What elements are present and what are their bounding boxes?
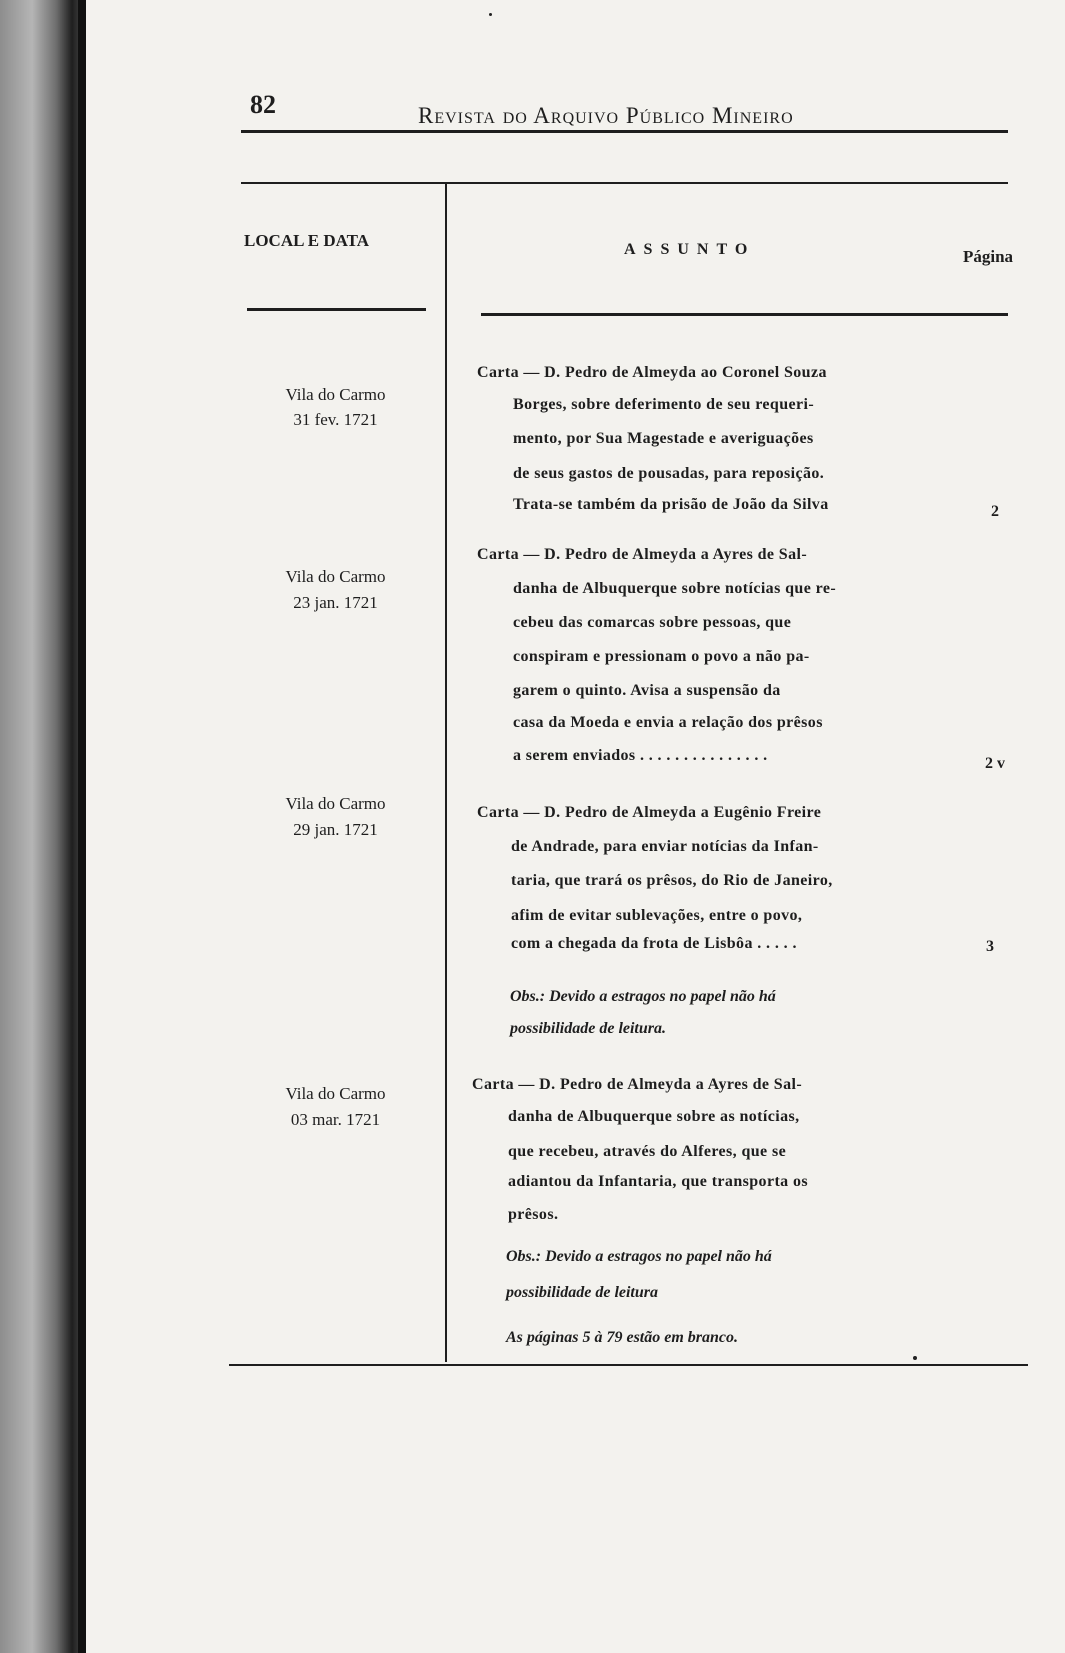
ink-speck [489, 13, 492, 16]
table-top-rule [241, 182, 1008, 184]
column-header-assunto: ASSUNTO [624, 241, 756, 258]
entry-text-line: a serem enviados . . . . . . . . . . . . . . . [513, 747, 768, 764]
entry-text-line: taria, que trará os prêsos, do Rio de Janeiro, [511, 872, 833, 889]
entry-text-line: Carta — D. Pedro de Almeyda a Eugênio Freire [477, 804, 822, 821]
entry-note-line: Obs.: Devido a estragos no papel não há [510, 988, 776, 1005]
entry-text-line: que recebeu, através do Alferes, que se [508, 1143, 787, 1160]
entry-text-line: danha de Albuquerque sobre notícias que re- [513, 580, 837, 597]
entry-page: 2 v [985, 755, 1005, 772]
page-number: 82 [250, 90, 276, 119]
entry-text-line: afim de evitar sublevações, entre o povo, [511, 907, 803, 924]
entry-text-line: garem o quinto. Avisa a suspensão da [513, 682, 781, 699]
column-header-pagina: Página [963, 247, 1014, 266]
book-binding-shadow [0, 0, 80, 1653]
entry-page: 3 [986, 938, 994, 955]
entry-place: Vila do Carmo [285, 385, 386, 404]
entry-text-line: casa da Moeda e envia a relação dos prêsos [513, 714, 823, 731]
entry-date: 29 jan. 1721 [293, 820, 378, 839]
header-rule [241, 130, 1008, 133]
entry-text-line: conspiram e pressionam o povo a não pa- [513, 648, 810, 665]
entry-text-line: Carta — D. Pedro de Almeyda ao Coronel Souza [477, 364, 827, 381]
column-divider [445, 184, 447, 1362]
entry-text-line: Trata-se também da prisão de João da Silva [513, 496, 829, 513]
entry-text-line: com a chegada da frota de Lisbôa . . . . . [511, 935, 797, 952]
table-bottom-rule [229, 1364, 1028, 1366]
entry-text-line: de seus gastos de pousadas, para reposição. [513, 465, 825, 482]
header-bottom-rule-right [481, 313, 1008, 316]
entry-text-line: adiantou da Infantaria, que transporta os [508, 1173, 809, 1190]
entry-note-line: Obs.: Devido a estragos no papel não há [506, 1248, 772, 1265]
book-binding-edge [78, 0, 86, 1653]
entry-text-line: de Andrade, para enviar notícias da Infan- [511, 838, 819, 855]
entry-text-line: Carta — D. Pedro de Almeyda a Ayres de Sal- [472, 1076, 803, 1093]
entry-place: Vila do Carmo [285, 794, 386, 813]
entry-text-line: prêsos. [508, 1206, 559, 1223]
entry-text-line: mento, por Sua Magestade e averiguações [513, 430, 814, 447]
entry-date: 23 jan. 1721 [293, 593, 378, 612]
entry-text-line: Borges, sobre deferimento de seu requeri- [513, 396, 815, 413]
entry-text-line: Carta — D. Pedro de Almeyda a Ayres de Sal- [477, 546, 808, 563]
entry-date: 03 mar. 1721 [290, 1110, 381, 1129]
entry-place: Vila do Carmo [285, 1084, 386, 1103]
entry-page: 2 [991, 503, 999, 520]
entry-text-line: cebeu das comarcas sobre pessoas, que [513, 614, 792, 631]
entry-note-line: As páginas 5 à 79 estão em branco. [506, 1329, 739, 1346]
entry-note-line: possibilidade de leitura [506, 1284, 658, 1301]
entry-date: 31 fev. 1721 [293, 410, 378, 429]
entry-text-line: danha de Albuquerque sobre as notícias, [508, 1108, 800, 1125]
running-title: Revista do Arquivo Público Mineiro [418, 103, 794, 128]
column-header-local: LOCAL E DATA [244, 231, 370, 250]
ink-speck [913, 1356, 917, 1360]
header-bottom-rule-left [247, 308, 426, 311]
entry-note-line: possibilidade de leitura. [510, 1020, 666, 1037]
entry-place: Vila do Carmo [285, 567, 386, 586]
